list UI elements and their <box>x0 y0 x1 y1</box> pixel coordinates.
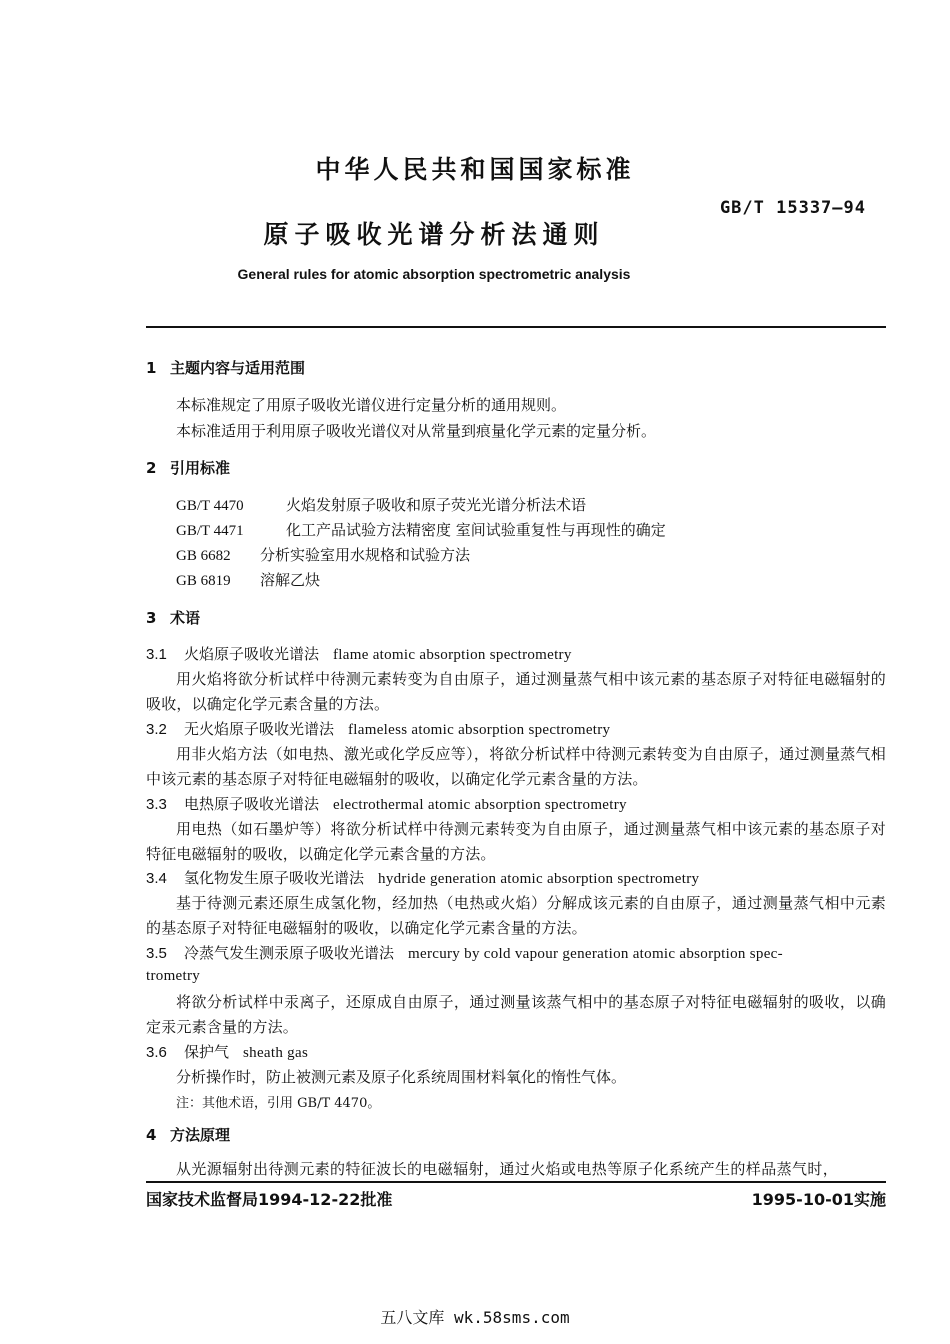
term-heading <box>146 942 783 963</box>
section-number: 1 <box>146 359 157 377</box>
reference-row <box>176 494 586 515</box>
section-number: 4 <box>146 1126 157 1144</box>
reference-code: GB 6819 <box>176 573 231 589</box>
term-number: 3.5 <box>146 945 167 962</box>
term-english: sheath gas <box>243 1045 309 1061</box>
reference-title: 溶解乙炔 <box>260 571 321 589</box>
site-watermark: 五八文库 wk.58sms.com <box>380 1308 570 1327</box>
term-chinese: 火焰原子吸收光谱法 <box>184 645 320 663</box>
section-4-paragraph: 从光源辐射出待测元素的特征波长的电磁辐射，通过火焰或电热等原子化系统产生的样品蒸气时， <box>176 1160 839 1178</box>
reference-title: 分析实验室用水规格和试验方法 <box>260 546 471 564</box>
term-heading <box>146 867 699 888</box>
term-chinese: 电热原子吸收光谱法 <box>184 795 320 813</box>
term-heading <box>146 1041 308 1062</box>
term-definition: 分析操作时，防止被测元素及原子化系统周围材料氧化的惰性气体。 <box>176 1068 627 1086</box>
section-2-heading <box>146 457 230 478</box>
term-number: 3.3 <box>146 796 167 813</box>
reference-title: 火焰发射原子吸收和原子荧光光谱分析法术语 <box>286 496 587 514</box>
term-chinese: 冷蒸气发生测汞原子吸收光谱法 <box>184 944 395 962</box>
term-english-continued <box>146 966 200 985</box>
implementation-date: 1995-10-01实施 <box>751 1190 886 1209</box>
section-title: 术语 <box>170 609 201 627</box>
document-title-english: General rules for atomic absorption spectrometric analysis <box>237 266 631 282</box>
reference-code: GB/T 4470 <box>176 498 244 514</box>
term-english: trometry <box>146 968 201 984</box>
reference-row <box>176 519 666 540</box>
section-number: 3 <box>146 609 157 627</box>
term-definition: 将欲分析试样中汞离子，还原成自由原子，通过测量该蒸气相中的基态原子对特征电磁辐射的吸收，以确定汞元素含量的方法。 <box>146 993 886 1036</box>
section-title: 引用标准 <box>170 459 231 477</box>
term-chinese: 无火焰原子吸收光谱法 <box>184 720 335 738</box>
term-english: hydride generation atomic absorption spectrometry <box>378 871 700 887</box>
term-english: flameless atomic absorption spectrometry <box>348 722 611 738</box>
section-1-paragraph: 本标准适用于利用原子吸收光谱仪对从常量到痕量化学元素的定量分析。 <box>176 422 657 440</box>
term-number: 3.1 <box>146 646 167 663</box>
reference-row <box>176 544 470 565</box>
reference-row <box>176 569 320 590</box>
term-note: 注：其他术语，引用 GB/T 4470。 <box>176 1096 381 1111</box>
header-divider <box>146 326 886 328</box>
approval-date: 国家技术监督局1994-12-22批准 <box>146 1190 393 1209</box>
national-standard-title: 中华人民共和国国家标准 <box>315 155 635 184</box>
term-number: 3.6 <box>146 1044 167 1061</box>
document-title: 原子吸收光谱分析法通则 <box>263 220 605 249</box>
term-chinese: 保护气 <box>184 1043 230 1061</box>
footer-divider <box>146 1181 886 1183</box>
term-english: mercury by cold vapour generation atomic absorption spec- <box>408 946 783 962</box>
term-heading <box>146 793 627 814</box>
term-definition: 用火焰将欲分析试样中待测元素转变为自由原子，通过测量蒸气相中该元素的基态原子对特征电磁辐射的吸收，以确定化学元素含量的方法。 <box>146 670 886 713</box>
section-number: 2 <box>146 459 157 477</box>
reference-title: 化工产品试验方法精密度 室间试验重复性与再现性的确定 <box>286 521 666 539</box>
term-definition: 用非火焰方法（如电热、激光或化学反应等），将欲分析试样中待测元素转变为自由原子，通过测量蒸气相中该元素的基态原子对特征电磁辐射的吸收，以确定化学元素含量的方法。 <box>146 745 886 788</box>
reference-code: GB 6682 <box>176 548 231 564</box>
term-english: electrothermal atomic absorption spectrometry <box>333 797 627 813</box>
section-1-heading <box>146 357 305 378</box>
section-1-paragraph: 本标准规定了用原子吸收光谱仪进行定量分析的通用规则。 <box>176 396 567 414</box>
term-definition: 基于待测元素还原生成氢化物，经加热（电热或火焰）分解成该元素的自由原子，通过测量蒸气相中元素的基态原子对特征电磁辐射的吸收，以确定化学元素含量的方法。 <box>146 894 886 937</box>
reference-code: GB/T 4471 <box>176 523 244 539</box>
term-chinese: 氢化物发生原子吸收光谱法 <box>184 869 365 887</box>
term-number: 3.2 <box>146 721 167 738</box>
term-english: flame atomic absorption spectrometry <box>333 647 572 663</box>
section-title: 主题内容与适用范围 <box>170 359 306 377</box>
standard-code: GB/T 15337—94 <box>719 198 866 218</box>
term-definition: 用电热（如石墨炉等）将欲分析试样中待测元素转变为自由原子，通过测量蒸气相中该元素的基态原子对特征电磁辐射的吸收，以确定化学元素含量的方法。 <box>146 820 886 863</box>
term-heading <box>146 718 610 739</box>
section-3-heading <box>146 607 200 628</box>
section-4-heading <box>146 1124 230 1145</box>
section-title: 方法原理 <box>170 1126 231 1144</box>
term-number: 3.4 <box>146 870 167 887</box>
term-heading <box>146 643 572 664</box>
